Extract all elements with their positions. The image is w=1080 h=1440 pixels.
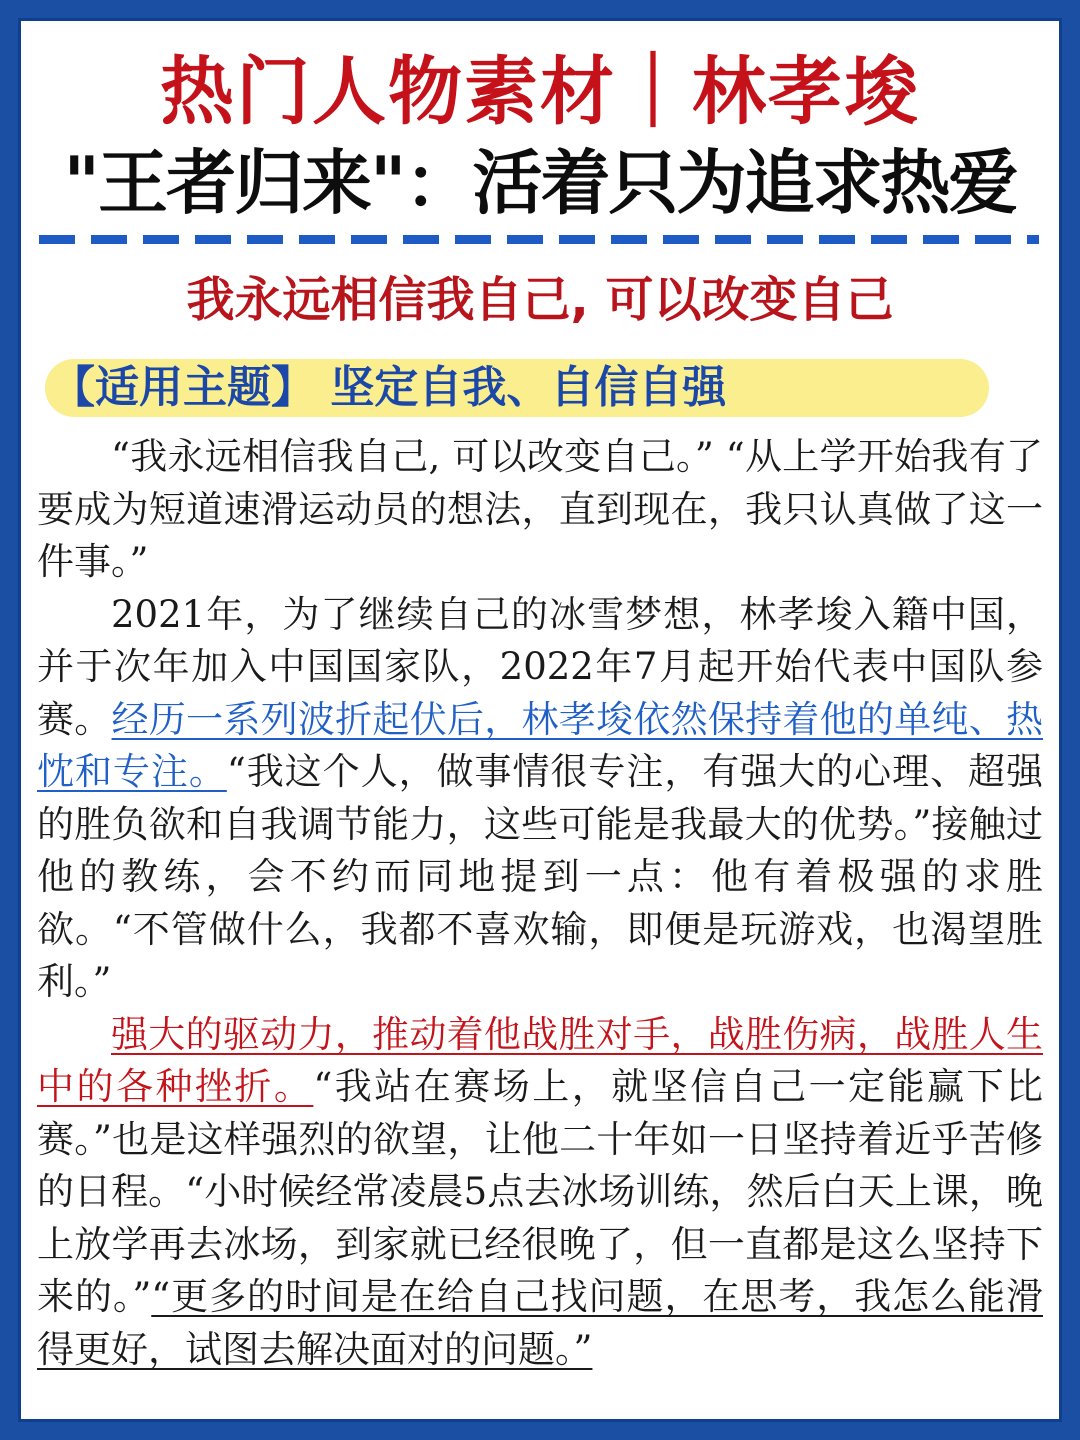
paragraph-1: “我永远相信我自己, 可以改变自己。” “从上学开始我有了要成为短道速滑运动员的想法，直到现在，我只认真做了这一件事。” [37,435,1043,583]
article-body [37,431,1043,1376]
underlined-quote: “更多的时间是在给自己找问题，在思考，我怎么能滑得更好，试图去解决面对的问题。” [37,1275,1043,1371]
article-card [18,18,1062,1422]
paragraph-2-text-a: 2021年，为了继续自己的冰雪梦想，林孝埈入籍中国，并于次年加入中国国家队，2022年7月起开始代表中国队参赛。 [37,592,1043,741]
highlight-blue-sentence: 经历一系列波折起伏后，林孝埈依然保持着他的单纯、热忱和专注。 [37,697,1044,793]
highlight-red-sentence: 强大的驱动力，推动着他战胜对手，战胜伤病，战胜人生中的各种挫折。 [37,1012,1043,1108]
dashed-divider [39,235,1039,244]
paragraph-2 [37,589,1043,1009]
page-title: 热门人物素材｜林孝埈 [160,49,920,135]
paragraph-3-text-a: “我站在赛场上，就坚信自己一定能赢下比赛。”也是这样强烈的欲望，让他二十年如一日坚持着近乎苦修的日程。“小时候经常凌晨5点去冰场训练，然后白天上课，晚上放学再去冰场，到家就已经很晚了，但一直都是这么坚持下来的。” [37,1065,1044,1318]
theme-banner [45,359,989,417]
paragraph-3 [37,1009,1043,1377]
theme-label: 【适用主题】 坚定自我、自信自强 [51,362,727,413]
quote-subtitle: 我永远相信我自己, 可以改变自己 [186,272,894,328]
page-headline: "王者归来"：活着只为追求热爱 [63,142,1017,224]
paragraph-2-text-b: “我这个人，做事情很专注，有强大的心理、超强的胜负欲和自我调节能力，这些可能是我最大的优势。”接触过他的教练，会不约而同地提到一点：他有着极强的求胜欲。“不管做什么，我都不喜欢输，即便是玩游戏，也渴望胜利。” [37,750,1043,1003]
